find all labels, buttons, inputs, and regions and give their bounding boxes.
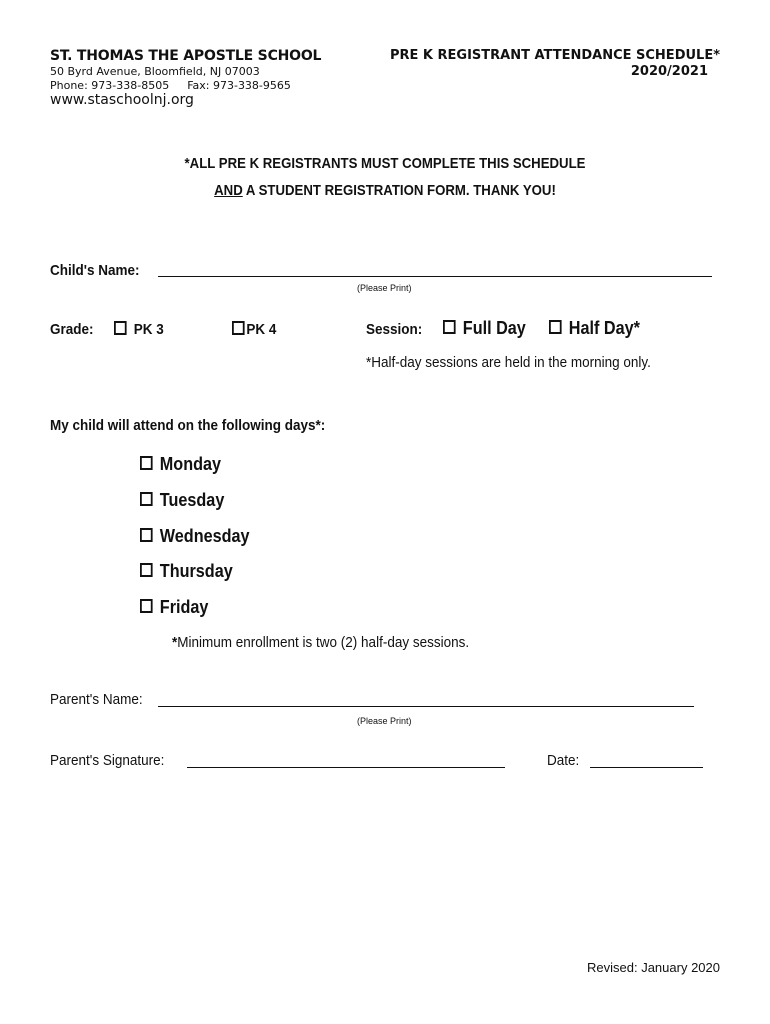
notice-line-1: *ALL PRE K REGISTRANTS MUST COMPLETE THIS SCHEDULE xyxy=(184,155,586,172)
parent-name-label: Parent's Name: xyxy=(50,691,143,708)
parent-signature-label: Parent's Signature: xyxy=(50,752,165,769)
revised-date: Revised: January 2020 xyxy=(587,960,720,975)
form-title-block xyxy=(390,48,720,80)
notice-and: AND xyxy=(214,182,243,199)
grade-option-pk4[interactable] xyxy=(232,321,276,338)
day-monday[interactable] xyxy=(140,454,221,475)
thursday-checkbox[interactable] xyxy=(140,563,153,577)
half-day-note: *Half-day sessions are held in the morning only. xyxy=(366,354,651,371)
date-label: Date: xyxy=(547,752,580,769)
school-fax: Fax: 973-338-9565 xyxy=(187,79,291,92)
school-address: 50 Byrd Avenue, Bloomfield, NJ 07003 xyxy=(50,65,260,78)
full-day-checkbox[interactable] xyxy=(443,320,456,334)
notice-line-2 xyxy=(46,182,724,199)
minimum-note-star: * xyxy=(172,634,178,651)
child-name-label: Child's Name: xyxy=(50,262,140,279)
session-label: Session: xyxy=(366,321,423,338)
day-tuesday[interactable] xyxy=(140,490,224,511)
days-prompt: My child will attend on the following days*: xyxy=(50,417,326,434)
date-field[interactable] xyxy=(590,767,703,768)
pk4-checkbox[interactable] xyxy=(232,321,245,335)
pk3-checkbox[interactable] xyxy=(114,321,127,335)
half-day-checkbox[interactable] xyxy=(549,320,562,334)
thursday-label: Thursday xyxy=(159,561,233,581)
school-phone: Phone: 973-338-8505 xyxy=(50,79,170,92)
notice-rest: A STUDENT REGISTRATION FORM. THANK YOU! xyxy=(242,182,556,199)
school-contact xyxy=(50,79,291,92)
session-option-full-day[interactable] xyxy=(443,318,526,339)
minimum-note-text: Minimum enrollment is two (2) half-day sessions. xyxy=(177,634,470,651)
day-wednesday[interactable] xyxy=(140,526,250,547)
full-day-label: Full Day xyxy=(462,318,526,338)
session-option-half-day[interactable] xyxy=(549,318,640,339)
child-name-hint: (Please Print) xyxy=(357,283,412,293)
pk3-label: PK 3 xyxy=(133,321,164,338)
grade-option-pk3[interactable] xyxy=(114,321,164,338)
school-website[interactable]: www.staschoolnj.org xyxy=(50,92,194,108)
grade-label: Grade: xyxy=(50,321,94,338)
wednesday-label: Wednesday xyxy=(159,526,250,546)
form-title: PRE K REGISTRANT ATTENDANCE SCHEDULE* xyxy=(389,48,720,63)
minimum-enrollment-note xyxy=(172,634,469,651)
child-name-field[interactable] xyxy=(158,276,712,277)
parent-signature-field[interactable] xyxy=(187,767,505,768)
tuesday-label: Tuesday xyxy=(159,490,225,510)
school-year: 2020/2021 xyxy=(630,64,708,79)
tuesday-checkbox[interactable] xyxy=(140,492,153,506)
day-friday[interactable] xyxy=(140,597,208,618)
day-thursday[interactable] xyxy=(140,561,233,582)
monday-checkbox[interactable] xyxy=(140,456,153,470)
wednesday-checkbox[interactable] xyxy=(140,528,153,542)
school-name: ST. THOMAS THE APOSTLE SCHOOL xyxy=(50,48,322,64)
monday-label: Monday xyxy=(159,454,222,474)
parent-name-field[interactable] xyxy=(158,706,694,707)
parent-name-hint: (Please Print) xyxy=(357,716,412,726)
pk4-label: PK 4 xyxy=(246,321,277,338)
half-day-label: Half Day* xyxy=(568,318,640,338)
friday-checkbox[interactable] xyxy=(140,599,153,613)
friday-label: Friday xyxy=(159,597,209,617)
